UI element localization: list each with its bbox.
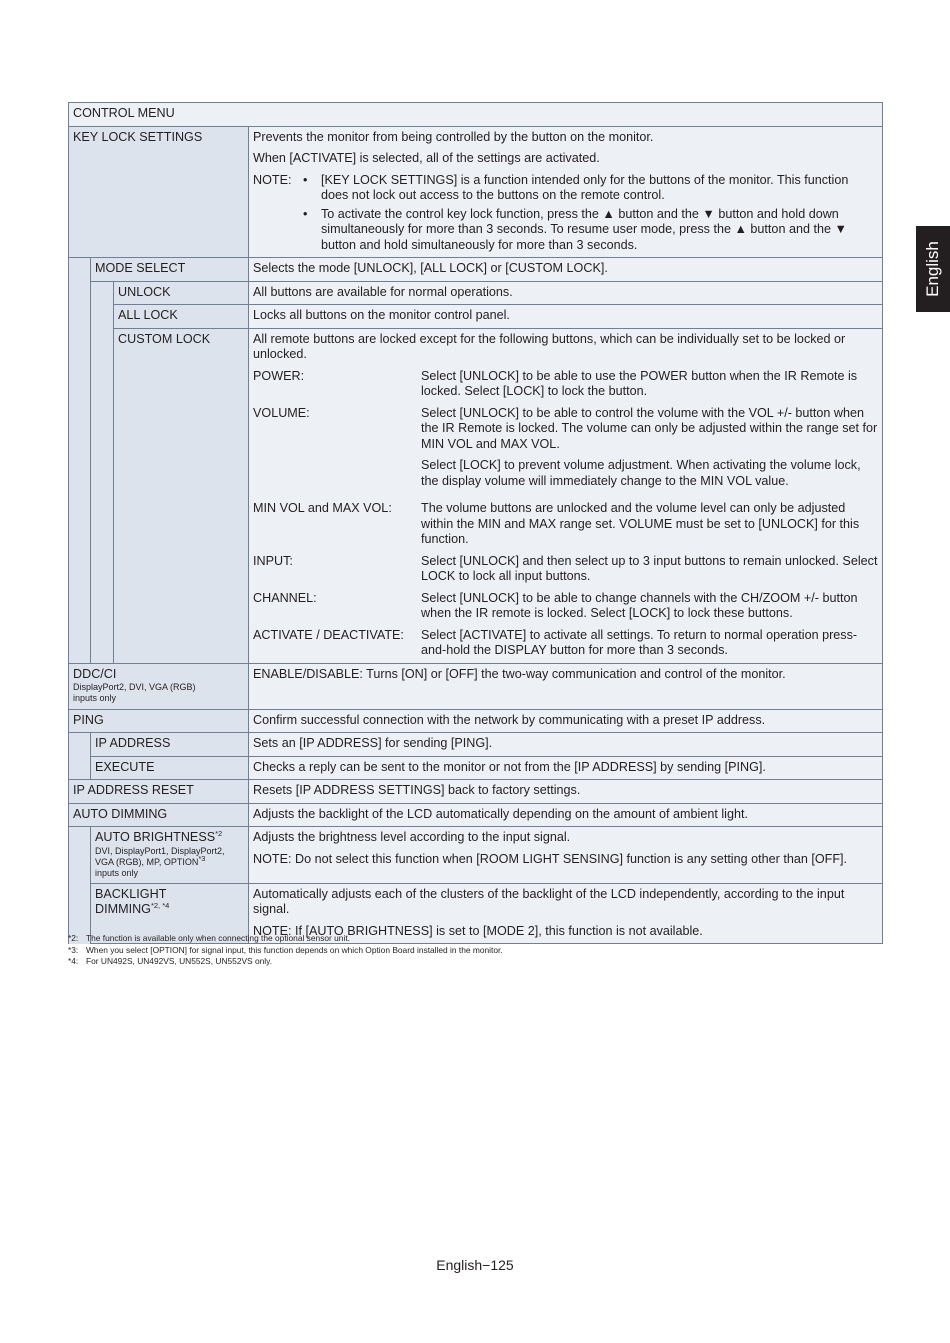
channel-item [253, 591, 878, 622]
ddc-ci-label [69, 663, 249, 709]
power-item [253, 369, 878, 400]
item-value: Select [UNLOCK] and then select up to 3 input buttons to remain unlocked. Select LOCK to lock all input buttons. [421, 553, 878, 583]
key-lock-settings-label: KEY LOCK SETTINGS [69, 126, 249, 258]
language-label: English [923, 241, 943, 297]
auto-dimming-desc: Adjusts the backlight of the LCD automatically depending on the amount of ambient light. [249, 803, 883, 827]
min-max-vol-item [253, 501, 878, 548]
table-header-row [69, 103, 883, 127]
item-value: Select [UNLOCK] to be able to use the POWER button when the IR Remote is locked. Select [LOCK] to lock the button. [421, 368, 858, 398]
ddc-ci-desc: ENABLE/DISABLE: Turns [ON] or [OFF] the two-way communication and control of the monitor. [249, 663, 883, 709]
label-subtext: DisplayPort2, DVI, VGA (RGB) [73, 682, 196, 692]
note [253, 173, 878, 204]
table-row [69, 827, 883, 884]
footnote-text: For UN492S, UN492VS, UN552S, UN552VS only. [86, 956, 273, 966]
footnote [68, 945, 882, 957]
ip-address-label: IP ADDRESS [91, 733, 249, 757]
footnote-text: When you select [OPTION] for signal input, this function depends on which Option Board installed in the monitor. [86, 944, 503, 955]
bullet-mark: • [303, 206, 308, 221]
ip-address-reset-desc: Resets [IP ADDRESS SETTINGS] back to factory settings. [249, 780, 883, 804]
execute-label: EXECUTE [91, 756, 249, 780]
label-subtext: VGA (RGB), MP, OPTION [95, 856, 199, 867]
label-subtext: inputs only [95, 867, 139, 878]
indent-spacer [69, 258, 91, 664]
auto-brightness-desc [249, 827, 883, 884]
note-text: To activate the control key lock function, press the ▲ button and the ▼ button and hold down simultaneously for more than 3 seconds. To resume user mode, press the ▲ button and the ▼ button and hold simultaneously for more than 3 seconds. [321, 206, 847, 252]
control-menu-table [68, 102, 883, 944]
footnote [68, 956, 882, 968]
label-text: DDC/CI [73, 666, 117, 681]
label-text: BACKLIGHT [95, 886, 167, 901]
indent-spacer [69, 827, 91, 944]
footnote-text: The function is available only when connecting the optional sensor unit. [86, 933, 350, 943]
table-header: CONTROL MENU [69, 103, 883, 127]
footnote-mark: *4: [68, 956, 79, 966]
item-value: Select [ACTIVATE] to activate all settings. To return to normal operation press-and-hold the DISPLAY button for more than 3 seconds. [421, 627, 858, 657]
item-key: VOLUME: [253, 405, 310, 420]
custom-lock-desc [249, 328, 883, 663]
item-key: CHANNEL: [253, 590, 317, 605]
custom-lock-label: CUSTOM LOCK [114, 328, 249, 663]
all-lock-desc: Locks all buttons on the monitor control panel. [249, 305, 883, 329]
volume-item [253, 406, 878, 496]
footnotes [68, 933, 882, 968]
label-text: AUTO BRIGHTNESS [95, 830, 216, 844]
footnote [68, 933, 882, 945]
desc-text: Automatically adjusts each of the clusters of the backlight of the LCD independently, according to the input signal. [253, 886, 845, 916]
item-value: The volume buttons are unlocked and the volume level can only be adjusted within the MIN and MAX range set. VOLUME must be set to [UNLOCK] for this function. [421, 501, 860, 546]
mode-select-label: MODE SELECT [91, 258, 249, 282]
desc-text: Prevents the monitor from being controlled by the button on the monitor. [253, 129, 654, 144]
mode-select-desc: Selects the mode [UNLOCK], [ALL LOCK] or [CUSTOM LOCK]. [249, 258, 883, 282]
item-key: ACTIVATE / DEACTIVATE: [253, 627, 404, 642]
all-lock-label: ALL LOCK [114, 305, 249, 329]
desc-text: When [ACTIVATE] is selected, all of the settings are activated. [253, 151, 600, 165]
auto-brightness-label [91, 827, 249, 884]
note-text: [KEY LOCK SETTINGS] is a function intended only for the buttons of the monitor. This function does not lock out access to the buttons on the remote control. [321, 172, 849, 202]
table-row [69, 663, 883, 709]
item-key: INPUT: [253, 553, 293, 568]
ip-address-desc: Sets an [IP ADDRESS] for sending [PING]. [249, 733, 883, 757]
desc-text: Adjusts the brightness level according to the input signal. [253, 830, 571, 844]
bullet-mark: • [303, 172, 308, 187]
table-row [69, 258, 883, 282]
note-bullet [293, 173, 878, 204]
table-row [69, 281, 883, 305]
ping-label: PING [69, 709, 249, 733]
item-key: MIN VOL and MAX VOL: [253, 501, 392, 515]
indent-spacer [69, 733, 91, 780]
ip-address-reset-label: IP ADDRESS RESET [69, 780, 249, 804]
desc-text: NOTE: If [AUTO BRIGHTNESS] is set to [MODE 2], this function is not available. [253, 923, 703, 938]
footnote-mark: *2: [68, 933, 79, 943]
table-row [69, 780, 883, 804]
unlock-label: UNLOCK [114, 281, 249, 305]
ping-desc: Confirm successful connection with the network by communicating with a preset IP address. [249, 709, 883, 733]
language-side-tab [916, 226, 950, 312]
label-text: DIMMING [95, 902, 151, 916]
item-value: Select [UNLOCK] to be able to change channels with the CH/ZOOM +/- button when the IR remote is locked. Select [LOCK] to lock these buttons. [421, 590, 858, 620]
unlock-desc: All buttons are available for normal operations. [249, 281, 883, 305]
table-row [69, 733, 883, 757]
table-row [69, 126, 883, 258]
table-row [69, 709, 883, 733]
indent-spacer [91, 281, 114, 663]
activate-item [253, 628, 878, 659]
item-key: POWER: [253, 368, 305, 383]
table-row [69, 803, 883, 827]
footnote-mark: *3: [68, 944, 79, 955]
item-value: Select [LOCK] to prevent volume adjustment. When activating the volume lock, the display volume will immediately change to the MIN VOL value. [421, 458, 861, 488]
desc-text: All remote buttons are locked except for the following buttons, which can be individually set to be locked or unlocked. [253, 331, 846, 361]
execute-desc: Checks a reply can be sent to the monitor or not from the [IP ADDRESS] by sending [PING]. [249, 756, 883, 780]
note-bullet [293, 207, 878, 254]
label-subtext: inputs only [73, 693, 117, 703]
item-value: Select [UNLOCK] to be able to control the volume with the VOL +/- button when the IR Remote is locked. The volume can only be adjusted within the range set for MIN VOL and MAX VOL. [421, 405, 878, 451]
auto-dimming-label: AUTO DIMMING [69, 803, 249, 827]
table-row [69, 305, 883, 329]
label-subtext: DVI, DisplayPort1, DisplayPort2, [95, 845, 225, 856]
table-row [69, 756, 883, 780]
desc-text: NOTE: Do not select this function when [ROOM LIGHT SENSING] function is any setting other than [OFF]. [253, 851, 848, 866]
footnote-ref: *2, *4 [150, 900, 170, 910]
page-number: English−125 [436, 1257, 514, 1273]
key-lock-settings-desc [249, 126, 883, 258]
note-label: NOTE: [253, 172, 292, 187]
input-item [253, 554, 878, 585]
footnote-ref: *2 [215, 828, 223, 838]
footnote-ref: *3 [198, 853, 206, 863]
